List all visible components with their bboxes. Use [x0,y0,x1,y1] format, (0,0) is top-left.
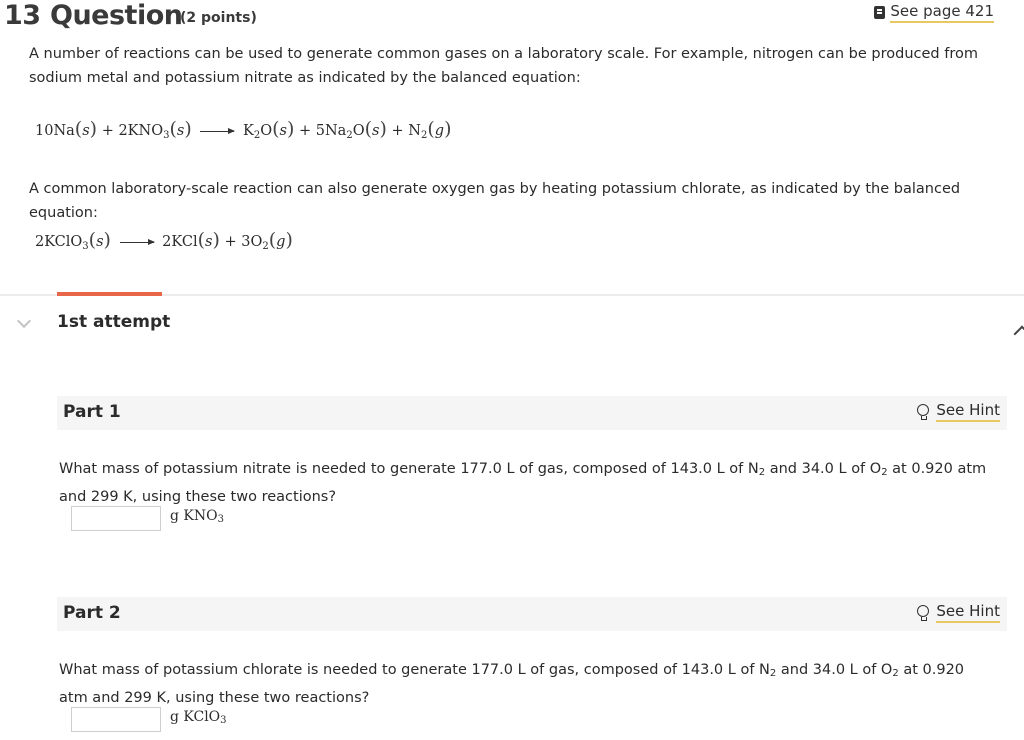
attempt-tab-indicator [57,292,162,296]
part-2-unit-text: g KClO [170,709,221,725]
part-2-see-hint[interactable] [917,602,1000,623]
part-1-see-hint[interactable] [917,401,1000,422]
intro-paragraph-1: A number of reactions can be used to generate common gases on a laboratory scale. For example, nitrogen can be produced from sodium metal and potassium nitrate as indicated by the balanced equation: [29,46,978,86]
part-2-header [57,597,1007,631]
question-header [0,0,1024,36]
see-hint-text: See Hint [936,602,1000,623]
part-1-question-text: What mass of potassium nitrate is needed to generate 177.0 L of gas, composed of 143.0 L of N [59,461,759,477]
equation-oxygen: 2KClO$_3$(s) $2KCl(s) + 3O_2(g)$ [35,229,293,252]
ebook-icon [874,6,885,19]
part-1-question-text: and 34.0 L of O [765,461,882,477]
part-2-question-text: and 34.0 L of O [776,662,893,678]
lightbulb-icon [917,404,929,420]
part-1-header [57,396,1007,430]
part-2-question: What mass of potassium chlorate is needed to generate 177.0 L of gas, composed of 143.0 L of $N_2$ and 34.0 L of $O_2$ at 0.920 atm and 299 K, using these two reactions? [59,662,965,706]
see-hint-text: See Hint [936,401,1000,422]
part-1-unit: g $KNO_3$ [170,508,224,525]
lightbulb-icon [917,605,929,621]
see-page-link[interactable] [874,2,994,23]
part-2-question-text: What mass of potassium chlorate is needed to generate 177.0 L of gas, composed of 143.0 L of N [59,662,770,678]
intro-paragraph-2: A common laboratory-scale reaction can also generate oxygen gas by heating potassium chlorate, as indicated by the balanced equation: [29,181,961,221]
part-1-answer-input[interactable] [71,506,161,531]
question-title: Question [50,0,183,31]
chevron-up-icon[interactable] [1014,326,1024,343]
see-page-text: See page 421 [890,2,994,23]
part-1-question-text: at 0.920 atm and 299 K, using these two reactions? [59,461,987,505]
attempt-label: 1st attempt [57,312,171,332]
question-number: 13 [4,0,41,31]
part-2-title: Part 2 [63,603,121,623]
question-points: (2 points) [180,10,257,26]
part-2-unit: g KClO$_3$ [170,709,227,726]
part-2-question-text: at 0.920 atm and 299 K, using these two reactions? [59,662,965,706]
part-1-title: Part 1 [63,402,121,422]
part-1-unit-text: g KNO [170,508,218,524]
part-2-answer-input[interactable] [71,707,161,732]
reaction-arrow [200,131,234,132]
chevron-down-icon[interactable] [17,314,31,328]
part-1-question: What mass of potassium nitrate is needed to generate 177.0 L of gas, composed of 143.0 L of $N_2$ and 34.0 L of $O_2$ at 0.920 atm and 299 K, using these two reactions? [59,461,987,505]
reaction-arrow [120,242,154,243]
equation-nitrogen: $10Na(s) + 2KNO_3(s) K_2O(s) + 5Na_2O(s) + N_2(g)$ [35,118,452,141]
